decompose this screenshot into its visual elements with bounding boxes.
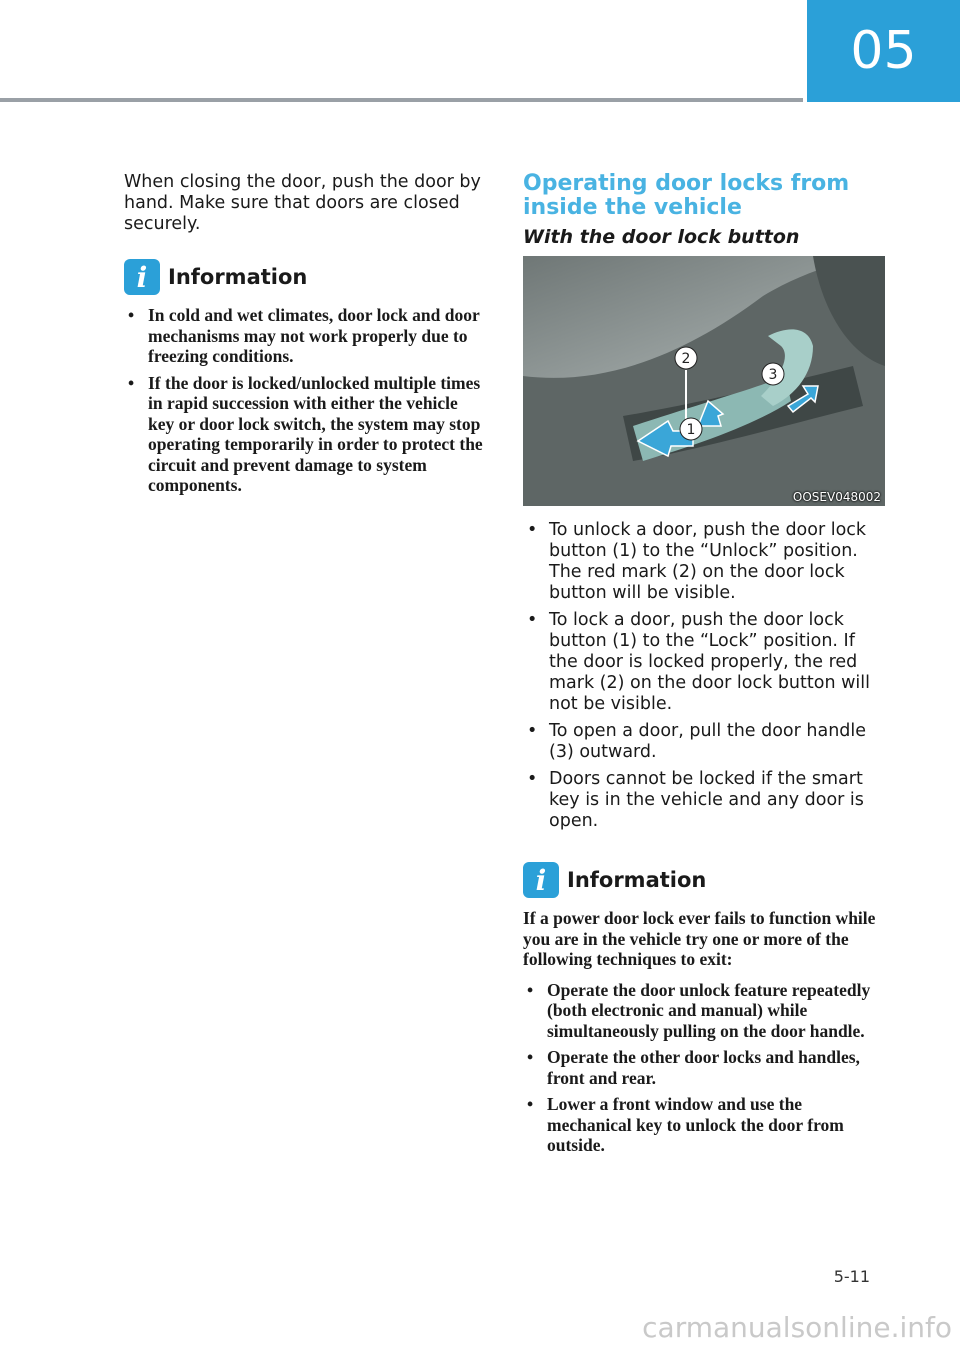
door-handle-illustration	[523, 256, 885, 506]
list-item: • To open a door, pull the door handle (3) outward.	[523, 721, 887, 763]
watermark: carmanualsonline.info	[642, 1311, 952, 1344]
list-item: • In cold and wet climates, door lock and door mechanisms may not work properly due to freezing conditions.	[124, 305, 484, 367]
info-list	[124, 305, 484, 496]
info-title: Information	[168, 265, 308, 289]
list-item: • Lower a front window and use the mechanical key to unlock the door from outside.	[523, 1094, 887, 1156]
info-header	[523, 862, 887, 898]
info-list	[523, 980, 887, 1156]
figure-code: OOSEV048002	[792, 490, 881, 504]
list-item: • To lock a door, push the door lock button (1) to the “Lock” position. If the door is locked properly, the red mark (2) on the door lock button will not be visible.	[523, 610, 887, 715]
list-item: • If the door is locked/unlocked multiple times in rapid succession with either the vehicle key or door lock switch, the system may stop operating temporarily in order to protect the circuit and prevent damage to system components.	[124, 373, 484, 496]
header-rule	[0, 98, 803, 102]
sub-title: With the door lock button	[523, 226, 800, 248]
callout-1: 1	[686, 422, 696, 438]
intro-paragraph: When closing the door, push the door by hand. Make sure that doors are closed securely.	[124, 172, 481, 234]
info-intro: If a power door lock ever fails to function while you are in the vehicle try one or more of the following techniques to exit:	[523, 908, 876, 969]
instructions-list	[523, 520, 887, 832]
callout-2: 2	[681, 351, 691, 367]
section-title: Operating door locks from inside the vehicle	[523, 171, 850, 220]
info-header	[124, 259, 484, 295]
info-title: Information	[567, 868, 707, 892]
list-item: • Operate the door unlock feature repeatedly (both electronic and manual) while simultaneously pulling on the door handle.	[523, 980, 887, 1042]
info-icon: i	[124, 259, 160, 295]
page-number: 5-11	[833, 1267, 870, 1286]
info-icon: i	[523, 862, 559, 898]
left-column	[124, 172, 484, 502]
list-item: • To unlock a door, push the door lock button (1) to the “Unlock” position. The red mark (2) on the door lock button will be visible.	[523, 520, 887, 604]
door-handle-figure	[523, 256, 885, 506]
list-item: • Operate the other door locks and handles, front and rear.	[523, 1047, 887, 1088]
list-item: • Doors cannot be locked if the smart key is in the vehicle and any door is open.	[523, 769, 887, 832]
right-column	[523, 172, 887, 1162]
chapter-tab: 05	[807, 0, 960, 102]
callout-3: 3	[768, 367, 778, 383]
